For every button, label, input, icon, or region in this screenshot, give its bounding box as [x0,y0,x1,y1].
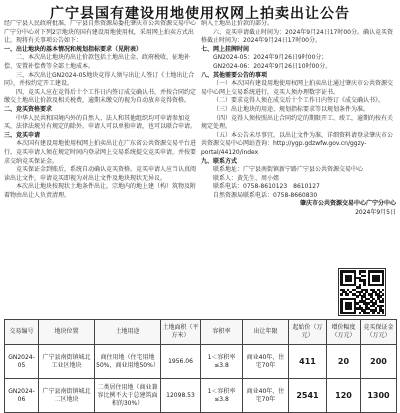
table-cell: 商业40年、住宅70年 [243,345,289,379]
notice-paragraph: 经广宁县人民政府批准，广宁县自然资源局委托肇庆市公共资源交易中心广宁分中心对下列2宗地块的国有建设用地使用权，采用网上拍卖方式出让，现将有关事项公告如下： [4,20,197,45]
table-cell: 二类居住用地（商业兼容比例不大于总建筑面积的30%） [95,379,161,413]
notice-paragraph: （一）本次国有建设用地使用权网上拍卖出让通过肇庆市公共资源交易中心网上交易系统进行，竞买人须办理数字证书。 [201,80,394,96]
table-cell: GN2024-06 [5,379,39,413]
table-cell: 商住用地（住宅用地50%，商业用地50%） [95,345,161,379]
notice-paragraph: 二、竞买资格要求 [4,105,53,113]
table-header-row [5,320,397,345]
notice-paragraph: 三、竞买申请 [4,131,41,139]
table-header-cell: 土地用途 [95,320,161,345]
table-cell: 411 [289,345,327,379]
table-header-cell: 增价幅度（万元） [327,320,361,345]
table-row [5,379,397,413]
notice-paragraph: GN2024-06：2024年9月26日10时00分。 [213,62,332,70]
notice-paragraph: 本次国有建设用地使用权网上拍卖出让在广东省公共资源交易平台进行。竞买申请人须在规定时间内登录网上交易系统提交竞买申请，并按要求交纳竞买保证金。 [4,140,197,165]
notice-paragraph: （四）竞得人须按照出让合同约定的期限开工、竣工，逾期的按有关规定处理。 [201,114,394,131]
notice-paragraph: 肇庆市公共资源交易中心广宁分中心 [299,200,396,208]
table-cell: 广宁县南街镇城北工业区地块 [39,345,95,379]
qr-code-icon [338,268,386,316]
notice-paragraph: 竞买保证金到账后，系统自动确认竞买资格。竞买申请人应当认真阅读出让文件，申请竞买即视为对出让文件及地块现状无异议。 [4,166,197,182]
table-cell: 商业40年、住宅70年 [243,379,289,413]
notice-paragraph: 本次出让地块按现状土地条件出让，宗地内的地上建（构）筑物及附着物由出让人负责清理。 [4,183,197,199]
notice-left-column [4,20,199,317]
notice-paragraph: 联系人：黄先生、周小姐 [213,174,280,182]
table-cell: 200 [361,345,397,379]
notice-paragraph: 联系地址：广宁县南街镇新宁路广宁县公共资源交易中心 [213,166,364,174]
table-cell: 20 [327,345,361,379]
notice-paragraph: 四、竞买人应在竞得后十个工作日内签订成交确认书，并按合同约定缴交土地出让价款及相关税费，逾期未缴交的视为自动放弃竞得资格。 [4,88,197,105]
notice-paragraph: （五）本公告未尽事宜，以出让文件为准，详细资料请登录肇庆市公共资源交易中心网站查询：http://ygp.gdzwfw.gov.cn/ggzy-portal/44120/index [201,131,394,156]
table-header-cell: 起始价（万元） [289,320,327,345]
notice-paragraph: 自然资源局联系电话：0758-8660830 [213,191,318,199]
notice-paragraph: 一、出让地块的基本情况和规划指标要求（见附表） [4,45,143,53]
notice-paragraph: 六、竞买申请截止时间为：2024年9月24日17时00分。确认竞买资格截止时间为：2024年9月24日17时00分。 [201,28,393,45]
table-cell: 1＜容积率≤3.8 [201,345,243,379]
notice-paragraph: 二、本次出让地块的出让价款包括土地出让金、政府税收、征地补偿、安置补偿费等全部土地成本。 [4,54,191,70]
notice-paragraph: 八、其他需要公告的事项 [201,71,268,79]
table-row [5,345,397,379]
table-cell: 广宁县南街镇城北二区地块 [39,379,95,413]
table-cell: 120 [327,379,361,413]
table-cell: GN2024-05 [5,345,39,379]
auction-table [4,319,396,413]
table-cell: 1300 [361,379,397,413]
table-header-cell: 出让年限 [243,320,289,345]
notice-title: 广宁县国有建设用地使用权网上拍卖出让公告 [50,6,350,22]
notice-paragraph: （二）要求竞得人须在成交后十个工作日内签订《成交确认书》。 [213,97,385,105]
notice-paragraph: 中华人民共和国境内外的自然人、法人和其他组织均可申请参加竞买，法律法规另有规定的除外。申请人可以单独申请，也可以联合申请。 [4,114,197,131]
notice-paragraph: 三、本次出让GN2024-05地块竞得人须与出让人签订《土地出让合同》，并按约定开工建设。 [4,71,195,88]
table-cell: 1956.06 [161,345,201,379]
table-cell: 1＜容积率≤3.8 [201,379,243,413]
notice-paragraph: （三）出让地块的用途、规划指标要求等以规划条件为准。 [213,105,370,113]
notice-paragraph: 七、网上挂牌时间 [201,45,250,53]
table-header-cell: 土地面积（平方米） [161,320,201,345]
table-header-cell: 地块位置 [39,320,95,345]
notice-paragraph: 九、联系方式 [201,157,238,165]
table-cell: 2541 [289,379,327,413]
notice-paragraph: 联系电话：0758-8610123 8610127 [213,183,320,191]
notice-paragraph: 2024年9月5日 [355,209,396,217]
notice-paragraph: GN2024-05：2024年9月26日9时00分； [213,54,328,62]
table-header-cell: 竞买保证金（万元） [361,320,397,345]
table-cell: 12098.53 [161,379,201,413]
table-header-cell: 容积率 [201,320,243,345]
notice-paragraph: 纳入土地出让价款的部分。 [201,20,274,27]
table-header-cell: 交易编号 [5,320,39,345]
